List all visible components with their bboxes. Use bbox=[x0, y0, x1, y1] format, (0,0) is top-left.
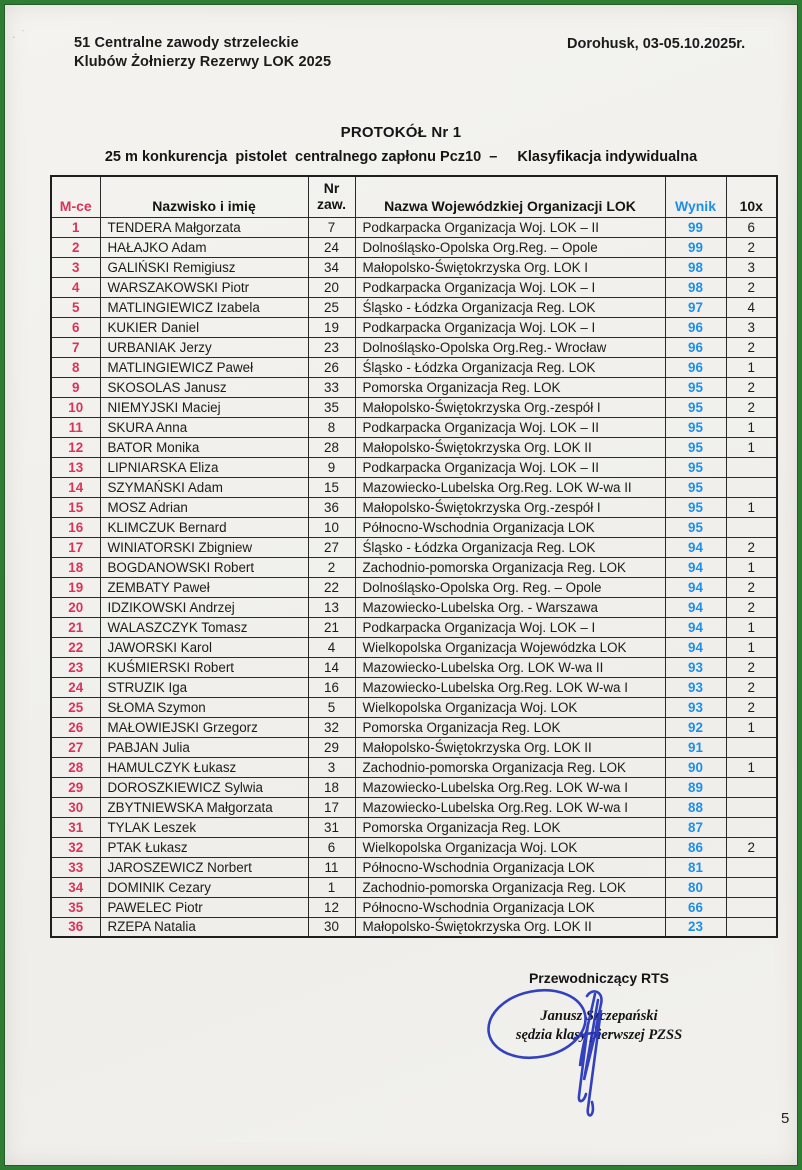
table-row bbox=[51, 337, 777, 357]
cell-score: 94 bbox=[665, 537, 726, 557]
table-row bbox=[51, 697, 777, 717]
column-header-nr-line2: zaw. bbox=[316, 195, 347, 212]
table-row bbox=[51, 397, 777, 417]
cell-score: 95 bbox=[665, 397, 726, 417]
cell-place: 35 bbox=[51, 897, 100, 917]
cell-nr: 21 bbox=[308, 617, 355, 637]
cell-tens bbox=[726, 777, 777, 797]
cell-tens: 1 bbox=[726, 717, 777, 737]
cell-nr: 28 bbox=[308, 437, 355, 457]
table-row bbox=[51, 877, 777, 897]
cell-score: 95 bbox=[665, 437, 726, 457]
cell-score: 89 bbox=[665, 777, 726, 797]
cell-place: 5 bbox=[51, 297, 100, 317]
cell-nr: 12 bbox=[308, 897, 355, 917]
cell-place: 7 bbox=[51, 337, 100, 357]
cell-tens bbox=[726, 897, 777, 917]
table-row bbox=[51, 757, 777, 777]
cell-tens: 2 bbox=[726, 237, 777, 257]
cell-org: Mazowiecko-Lubelska Org.Reg. LOK W-wa I bbox=[355, 777, 665, 797]
event-header bbox=[74, 34, 331, 72]
cell-tens bbox=[726, 457, 777, 477]
cell-name: KUŚMIERSKI Robert bbox=[100, 657, 308, 677]
cell-name: SKOSOLAS Janusz bbox=[100, 377, 308, 397]
table-row bbox=[51, 477, 777, 497]
table-row bbox=[51, 237, 777, 257]
table-row bbox=[51, 377, 777, 397]
cell-org: Północno-Wschodnia Organizacja LOK bbox=[355, 517, 665, 537]
cell-nr: 9 bbox=[308, 457, 355, 477]
cell-name: TYLAK Leszek bbox=[100, 817, 308, 837]
cell-place: 10 bbox=[51, 397, 100, 417]
cell-nr: 23 bbox=[308, 337, 355, 357]
cell-org: Mazowiecko-Lubelska Org.Reg. LOK W-wa I bbox=[355, 797, 665, 817]
cell-nr: 1 bbox=[308, 877, 355, 897]
cell-place: 18 bbox=[51, 557, 100, 577]
cell-place: 19 bbox=[51, 577, 100, 597]
cell-score: 95 bbox=[665, 417, 726, 437]
cell-place: 9 bbox=[51, 377, 100, 397]
cell-name: SŁOMA Szymon bbox=[100, 697, 308, 717]
signatory-title: sędzia klasy pierwszej PZSS bbox=[515, 1027, 683, 1043]
cell-org: Małopolsko-Świętokrzyska Org. LOK I bbox=[355, 257, 665, 277]
cell-place: 33 bbox=[51, 857, 100, 877]
table-row bbox=[51, 577, 777, 597]
cell-place: 16 bbox=[51, 517, 100, 537]
column-header-score: Wynik bbox=[665, 176, 726, 217]
cell-org: Wielkopolska Organizacja Woj. LOK bbox=[355, 837, 665, 857]
cell-name: MOSZ Adrian bbox=[100, 497, 308, 517]
cell-org: Podkarpacka Organizacja Woj. LOK – II bbox=[355, 457, 665, 477]
table-row bbox=[51, 217, 777, 237]
cell-tens: 2 bbox=[726, 537, 777, 557]
cell-place: 31 bbox=[51, 817, 100, 837]
cell-place: 6 bbox=[51, 317, 100, 337]
cell-name: WINIATORSKI Zbigniew bbox=[100, 537, 308, 557]
cell-nr: 16 bbox=[308, 677, 355, 697]
cell-name: BOGDANOWSKI Robert bbox=[100, 557, 308, 577]
cell-place: 32 bbox=[51, 837, 100, 857]
cell-score: 95 bbox=[665, 477, 726, 497]
table-row bbox=[51, 497, 777, 517]
cell-name: SKURA Anna bbox=[100, 417, 308, 437]
cell-place: 28 bbox=[51, 757, 100, 777]
cell-tens: 1 bbox=[726, 617, 777, 637]
cell-nr: 6 bbox=[308, 837, 355, 857]
cell-org: Podkarpacka Organizacja Woj. LOK – I bbox=[355, 617, 665, 637]
table-row bbox=[51, 677, 777, 697]
cell-org: Podkarpacka Organizacja Woj. LOK – II bbox=[355, 417, 665, 437]
column-header-place: M-ce bbox=[51, 176, 100, 217]
cell-score: 94 bbox=[665, 637, 726, 657]
cell-place: 20 bbox=[51, 597, 100, 617]
cell-score: 93 bbox=[665, 677, 726, 697]
cell-nr: 7 bbox=[308, 217, 355, 237]
cell-nr: 5 bbox=[308, 697, 355, 717]
cell-name: NIEMYJSKI Maciej bbox=[100, 397, 308, 417]
cell-score: 98 bbox=[665, 277, 726, 297]
cell-tens: 2 bbox=[726, 597, 777, 617]
column-header-name: Nazwisko i imię bbox=[100, 176, 308, 217]
cell-org: Mazowiecko-Lubelska Org. LOK W-wa II bbox=[355, 657, 665, 677]
protocol-title: PROTOKÓŁ Nr 1 bbox=[340, 124, 462, 141]
cell-place: 13 bbox=[51, 457, 100, 477]
cell-nr: 35 bbox=[308, 397, 355, 417]
cell-name: STRUZIK Iga bbox=[100, 677, 308, 697]
cell-score: 95 bbox=[665, 517, 726, 537]
cell-nr: 26 bbox=[308, 357, 355, 377]
cell-nr: 15 bbox=[308, 477, 355, 497]
cell-nr: 14 bbox=[308, 657, 355, 677]
cell-tens: 1 bbox=[726, 637, 777, 657]
cell-tens: 2 bbox=[726, 337, 777, 357]
cell-nr: 19 bbox=[308, 317, 355, 337]
cell-org: Podkarpacka Organizacja Woj. LOK – I bbox=[355, 277, 665, 297]
cell-place: 34 bbox=[51, 877, 100, 897]
cell-name: MATLINGIEWICZ Paweł bbox=[100, 357, 308, 377]
event-header-line1: 51 Centralne zawody strzeleckie bbox=[74, 35, 299, 51]
cell-tens: 4 bbox=[726, 297, 777, 317]
cell-name: IDZIKOWSKI Andrzej bbox=[100, 597, 308, 617]
cell-org: Zachodnio-pomorska Organizacja Reg. LOK bbox=[355, 757, 665, 777]
cell-score: 90 bbox=[665, 757, 726, 777]
cell-score: 91 bbox=[665, 737, 726, 757]
cell-name: URBANIAK Jerzy bbox=[100, 337, 308, 357]
cell-score: 66 bbox=[665, 897, 726, 917]
cell-org: Mazowiecko-Lubelska Org.Reg. LOK W-wa I bbox=[355, 677, 665, 697]
cell-score: 93 bbox=[665, 657, 726, 677]
results-table-header bbox=[51, 176, 777, 217]
cell-score: 99 bbox=[665, 217, 726, 237]
cell-name: PABJAN Julia bbox=[100, 737, 308, 757]
header-row bbox=[51, 176, 777, 217]
cell-score: 80 bbox=[665, 877, 726, 897]
cell-tens: 2 bbox=[726, 657, 777, 677]
cell-name: BATOR Monika bbox=[100, 437, 308, 457]
cell-org: Wielkopolska Organizacja Wojewódzka LOK bbox=[355, 637, 665, 657]
cell-place: 1 bbox=[51, 217, 100, 237]
cell-tens bbox=[726, 797, 777, 817]
cell-place: 21 bbox=[51, 617, 100, 637]
cell-place: 12 bbox=[51, 437, 100, 457]
cell-nr: 10 bbox=[308, 517, 355, 537]
cell-score: 99 bbox=[665, 237, 726, 257]
cell-org: Dolnośląsko-Opolska Org.Reg. – Opole bbox=[355, 237, 665, 257]
cell-name: LIPNIARSKA Eliza bbox=[100, 457, 308, 477]
cell-name: TENDERA Małgorzata bbox=[100, 217, 308, 237]
table-row bbox=[51, 797, 777, 817]
cell-org: Zachodnio-pomorska Organizacja Reg. LOK bbox=[355, 877, 665, 897]
cell-name: WALASZCZYK Tomasz bbox=[100, 617, 308, 637]
cell-place: 25 bbox=[51, 697, 100, 717]
cell-nr: 27 bbox=[308, 537, 355, 557]
cell-nr: 29 bbox=[308, 737, 355, 757]
cell-tens: 1 bbox=[726, 357, 777, 377]
cell-score: 96 bbox=[665, 357, 726, 377]
cell-tens: 1 bbox=[726, 757, 777, 777]
competition-subtitle: 25 m konkurencja pistolet centralnego zapłonu Pcz10 – Klasyfikacja indywidualna bbox=[104, 149, 698, 165]
cell-place: 8 bbox=[51, 357, 100, 377]
cell-name: DOROSZKIEWICZ Sylwia bbox=[100, 777, 308, 797]
results-table-body bbox=[51, 217, 777, 937]
cell-score: 96 bbox=[665, 337, 726, 357]
table-row bbox=[51, 737, 777, 757]
signature-block bbox=[434, 970, 764, 1044]
cell-score: 96 bbox=[665, 317, 726, 337]
cell-name: MATLINGIEWICZ Izabela bbox=[100, 297, 308, 317]
cell-place: 29 bbox=[51, 777, 100, 797]
pencil-mark: · ˙ bbox=[10, 28, 30, 44]
cell-place: 2 bbox=[51, 237, 100, 257]
cell-name: KUKIER Daniel bbox=[100, 317, 308, 337]
cell-place: 36 bbox=[51, 917, 100, 937]
page-number: 5 bbox=[781, 1110, 790, 1127]
cell-nr: 36 bbox=[308, 497, 355, 517]
cell-place: 17 bbox=[51, 537, 100, 557]
table-row bbox=[51, 517, 777, 537]
cell-place: 15 bbox=[51, 497, 100, 517]
table-row bbox=[51, 437, 777, 457]
cell-tens: 2 bbox=[726, 377, 777, 397]
table-row bbox=[51, 617, 777, 637]
cell-name: DOMINIK Cezary bbox=[100, 877, 308, 897]
cell-score: 23 bbox=[665, 917, 726, 937]
cell-name: ZBYTNIEWSKA Małgorzata bbox=[100, 797, 308, 817]
cell-name: KLIMCZUK Bernard bbox=[100, 517, 308, 537]
cell-score: 98 bbox=[665, 257, 726, 277]
cell-score: 87 bbox=[665, 817, 726, 837]
cell-org: Małopolsko-Świętokrzyska Org.-zespół I bbox=[355, 397, 665, 417]
cell-place: 22 bbox=[51, 637, 100, 657]
cell-tens: 1 bbox=[726, 497, 777, 517]
cell-score: 86 bbox=[665, 837, 726, 857]
cell-org: Podkarpacka Organizacja Woj. LOK – I bbox=[355, 317, 665, 337]
cell-tens: 2 bbox=[726, 577, 777, 597]
cell-org: Pomorska Organizacja Reg. LOK bbox=[355, 817, 665, 837]
cell-nr: 22 bbox=[308, 577, 355, 597]
results-table bbox=[50, 175, 778, 938]
cell-nr: 33 bbox=[308, 377, 355, 397]
column-header-nr-line1: Nr bbox=[323, 179, 340, 196]
cell-org: Śląsko - Łódzka Organizacja Reg. LOK bbox=[355, 537, 665, 557]
column-header-tens: 10x bbox=[726, 176, 777, 217]
cell-name: RZEPA Natalia bbox=[100, 917, 308, 937]
cell-org: Małopolsko-Świętokrzyska Org. LOK II bbox=[355, 917, 665, 937]
table-row bbox=[51, 317, 777, 337]
cell-tens: 1 bbox=[726, 417, 777, 437]
cell-tens: 2 bbox=[726, 277, 777, 297]
cell-tens bbox=[726, 517, 777, 537]
cell-tens: 6 bbox=[726, 217, 777, 237]
cell-nr: 20 bbox=[308, 277, 355, 297]
cell-score: 94 bbox=[665, 577, 726, 597]
cell-name: JAROSZEWICZ Norbert bbox=[100, 857, 308, 877]
cell-name: HAMULCZYK Łukasz bbox=[100, 757, 308, 777]
cell-place: 30 bbox=[51, 797, 100, 817]
cell-score: 97 bbox=[665, 297, 726, 317]
table-row bbox=[51, 257, 777, 277]
table-row bbox=[51, 917, 777, 937]
cell-name: SZYMAŃSKI Adam bbox=[100, 477, 308, 497]
cell-tens bbox=[726, 817, 777, 837]
cell-org: Mazowiecko-Lubelska Org.Reg. LOK W-wa II bbox=[355, 477, 665, 497]
cell-name: PAWELEC Piotr bbox=[100, 897, 308, 917]
cell-place: 27 bbox=[51, 737, 100, 757]
cell-score: 94 bbox=[665, 597, 726, 617]
cell-nr: 32 bbox=[308, 717, 355, 737]
table-row bbox=[51, 837, 777, 857]
cell-nr: 18 bbox=[308, 777, 355, 797]
cell-nr: 11 bbox=[308, 857, 355, 877]
table-row bbox=[51, 277, 777, 297]
cell-tens bbox=[726, 477, 777, 497]
table-row bbox=[51, 417, 777, 437]
cell-tens bbox=[726, 917, 777, 937]
cell-score: 92 bbox=[665, 717, 726, 737]
cell-score: 95 bbox=[665, 457, 726, 477]
cell-place: 14 bbox=[51, 477, 100, 497]
cell-tens: 1 bbox=[726, 557, 777, 577]
cell-org: Dolnośląsko-Opolska Org. Reg. – Opole bbox=[355, 577, 665, 597]
table-row bbox=[51, 857, 777, 877]
cell-tens: 2 bbox=[726, 837, 777, 857]
cell-nr: 25 bbox=[308, 297, 355, 317]
cell-tens: 2 bbox=[726, 697, 777, 717]
cell-nr: 4 bbox=[308, 637, 355, 657]
cell-org: Pomorska Organizacja Reg. LOK bbox=[355, 377, 665, 397]
cell-score: 81 bbox=[665, 857, 726, 877]
cell-org: Wielkopolska Organizacja Woj. LOK bbox=[355, 697, 665, 717]
cell-name: PTAK Łukasz bbox=[100, 837, 308, 857]
cell-score: 95 bbox=[665, 497, 726, 517]
table-row bbox=[51, 297, 777, 317]
table-row bbox=[51, 817, 777, 837]
cell-org: Mazowiecko-Lubelska Org. - Warszawa bbox=[355, 597, 665, 617]
cell-tens: 3 bbox=[726, 257, 777, 277]
cell-tens: 1 bbox=[726, 437, 777, 457]
signatory-name: Janusz Szczepański bbox=[540, 1008, 658, 1024]
cell-org: Śląsko - Łódzka Organizacja Reg. LOK bbox=[355, 297, 665, 317]
table-row bbox=[51, 457, 777, 477]
cell-score: 95 bbox=[665, 377, 726, 397]
table-row bbox=[51, 897, 777, 917]
cell-org: Podkarpacka Organizacja Woj. LOK – II bbox=[355, 217, 665, 237]
cell-nr: 13 bbox=[308, 597, 355, 617]
cell-tens bbox=[726, 877, 777, 897]
event-location-date: Dorohusk, 03-05.10.2025r. bbox=[567, 36, 746, 52]
column-header-competitor-number bbox=[308, 176, 355, 217]
cell-place: 26 bbox=[51, 717, 100, 737]
cell-org: Dolnośląsko-Opolska Org.Reg.- Wrocław bbox=[355, 337, 665, 357]
cell-org: Małopolsko-Świętokrzyska Org. LOK II bbox=[355, 737, 665, 757]
table-row bbox=[51, 657, 777, 677]
cell-score: 88 bbox=[665, 797, 726, 817]
cell-place: 11 bbox=[51, 417, 100, 437]
cell-org: Zachodnio-pomorska Organizacja Reg. LOK bbox=[355, 557, 665, 577]
cell-nr: 24 bbox=[308, 237, 355, 257]
cell-nr: 2 bbox=[308, 557, 355, 577]
cell-nr: 3 bbox=[308, 757, 355, 777]
table-row bbox=[51, 537, 777, 557]
cell-place: 4 bbox=[51, 277, 100, 297]
table-row bbox=[51, 557, 777, 577]
cell-org: Północno-Wschodnia Organizacja LOK bbox=[355, 897, 665, 917]
cell-tens: 3 bbox=[726, 317, 777, 337]
cell-org: Pomorska Organizacja Reg. LOK bbox=[355, 717, 665, 737]
cell-nr: 17 bbox=[308, 797, 355, 817]
cell-nr: 34 bbox=[308, 257, 355, 277]
cell-org: Śląsko - Łódzka Organizacja Reg. LOK bbox=[355, 357, 665, 377]
cell-score: 94 bbox=[665, 617, 726, 637]
cell-nr: 30 bbox=[308, 917, 355, 937]
cell-score: 94 bbox=[665, 557, 726, 577]
table-row bbox=[51, 777, 777, 797]
cell-score: 93 bbox=[665, 697, 726, 717]
table-row bbox=[51, 597, 777, 617]
cell-tens: 2 bbox=[726, 677, 777, 697]
cell-place: 23 bbox=[51, 657, 100, 677]
column-header-organization: Nazwa Wojewódzkiej Organizacji LOK bbox=[355, 176, 665, 217]
table-row bbox=[51, 637, 777, 657]
cell-org: Małopolsko-Świętokrzyska Org. LOK II bbox=[355, 437, 665, 457]
cell-nr: 8 bbox=[308, 417, 355, 437]
cell-name: MAŁOWIEJSKI Grzegorz bbox=[100, 717, 308, 737]
cell-name: WARSZAKOWSKI Piotr bbox=[100, 277, 308, 297]
cell-org: Małopolsko-Świętokrzyska Org.-zespół I bbox=[355, 497, 665, 517]
table-row bbox=[51, 357, 777, 377]
cell-place: 24 bbox=[51, 677, 100, 697]
event-header-line2: Klubów Żołnierzy Rezerwy LOK 2025 bbox=[74, 54, 332, 70]
cell-name: HAŁAJKO Adam bbox=[100, 237, 308, 257]
cell-name: GALIŃSKI Remigiusz bbox=[100, 257, 308, 277]
cell-tens: 2 bbox=[726, 397, 777, 417]
cell-nr: 31 bbox=[308, 817, 355, 837]
signatory-role: Przewodniczący RTS bbox=[528, 970, 670, 986]
cell-tens bbox=[726, 737, 777, 757]
cell-org: Północno-Wschodnia Organizacja LOK bbox=[355, 857, 665, 877]
cell-tens bbox=[726, 857, 777, 877]
cell-name: ZEMBATY Paweł bbox=[100, 577, 308, 597]
cell-place: 3 bbox=[51, 257, 100, 277]
cell-name: JAWORSKI Karol bbox=[100, 637, 308, 657]
table-row bbox=[51, 717, 777, 737]
